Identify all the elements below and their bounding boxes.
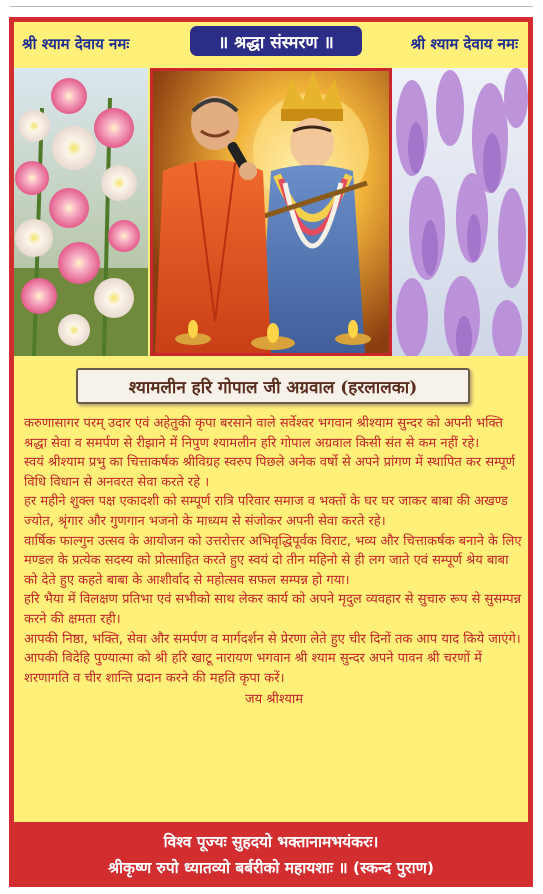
photo-row (14, 68, 528, 356)
paragraph-2: स्वयं श्रीश्याम प्रभु का चित्ताकर्षक श्रीविग्रह स्वरुप पिछले अनेक वर्षो से अपने प्रांगण में स्थापित कर सम्पूर्ण विधि विधान से अनवरत सेवा करते रहे । (24, 455, 516, 490)
page-top-rule (10, 6, 533, 7)
paragraph-6: आपकी निष्ठा, भक्ति, सेवा और समर्पण व मार्गदर्शन से प्रेरणा लेते हुए चीर दिनों तक आप याद किये जाएंगे। (24, 631, 521, 647)
paragraph-5: हरि भैया में विलक्षण प्रतिभा एवं सभीको साथ लेकर कार्य को अपने मृदुल व्यवहार से सुचारु रूप से सुसम्पन्न करने की क्षमता रही। (24, 592, 522, 627)
main-devotional-photo (150, 68, 392, 356)
header-left-invocation: श्री श्याम देवाय नमः (22, 35, 130, 53)
footer-shloka (9, 824, 533, 886)
name-banner: श्यामलीन हरि गोपाल जी अग्रवाल (हरलालका) (76, 368, 470, 404)
tribute-text (24, 414, 524, 710)
wisteria-flowers-image (392, 68, 528, 356)
paragraph-1: करुणासागर परम् उदार एवं अहेतुकी कृपा बरसाने वाले सर्वेश्वर भगवान श्रीश्याम सुन्दर को अपनी भक्ति श्रद्धा सेवा व समर्पण से रीझाने में निपुण श्यामलीन हरि गोपाल अग्रवाल किसी संत से कम नहीं रहे। (24, 416, 503, 451)
paragraph-7: आपकी विदेहि पुण्यात्मा को श्री हरि खाटू नारायण भगवान श्री श्याम सुन्दर अपने पावन श्री चरणों में शरणागति व चीर शान्ति प्रदान करने की महति कृपा करें। (24, 651, 482, 686)
tribute-panel (14, 22, 528, 822)
header-title: ॥ श्रद्धा संस्मरण ॥ (190, 26, 362, 56)
hollyhock-flowers-image (14, 68, 148, 356)
paragraph-4: वार्षिक फाल्गुन उत्सव के आयोजन को उत्तरोत्तर अभिवृद्धिपूर्वक विराट, भव्य और चित्ताकर्षक बनाने के लिए मण्डल के प्रत्येक सदस्य को प्रोत्साहित करते हुए स्वयं दो तीन महिनो से ही लग जाते एवं सम्पूर्ण श्रेय बाबा को देते हुए कहते बाबा के आशीर्वाद से महोत्सव सफल सम्पन्न हो गया। (24, 533, 522, 588)
header-right-invocation: श्री श्याम देवाय नमः (410, 35, 518, 53)
footer-line-2: श्रीकृष्ण रुपो ध्यातव्यो बर्बरीको महायशाः ॥ (स्कन्द पुराण) (108, 859, 434, 877)
footer-line-1: विश्व पूज्यः सुहदयो भक्तानामभयंकरः। (163, 833, 379, 851)
closing-salutation: जय श्रीश्याम (244, 692, 304, 708)
tribute-frame (9, 17, 533, 887)
paragraph-3: हर महीने शुक्ल पक्ष एकादशी को सम्पूर्ण रात्रि परिवार समाज व भक्तों के घर घर जाकर बाबा की अखण्ड ज्योत, श्रृंगार और गुणगान भजनो के माध्यम से संजोकर अपनी सेवा करते रहे। (24, 494, 508, 529)
